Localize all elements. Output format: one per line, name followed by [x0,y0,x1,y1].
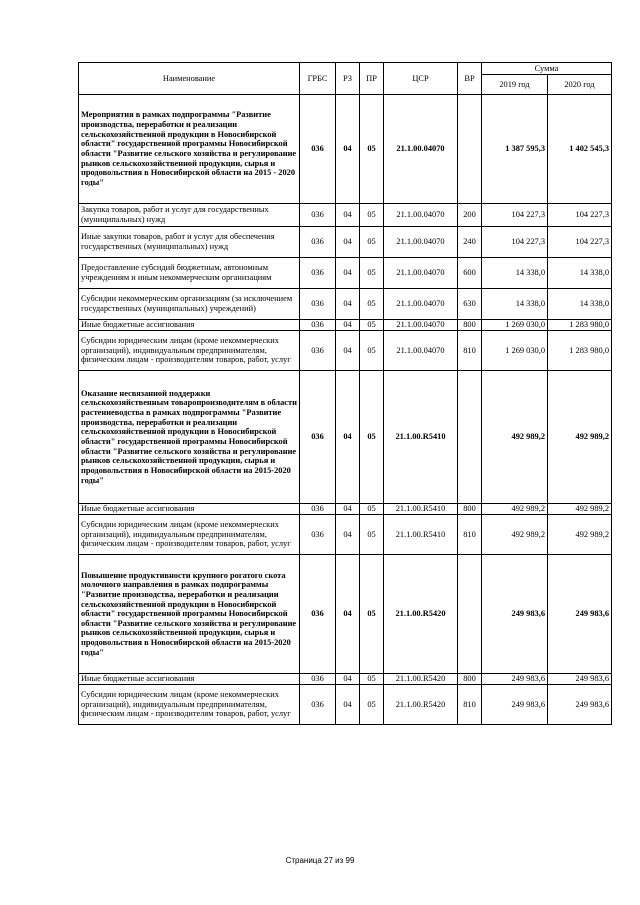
table-row [79,331,612,371]
cell-sum-2020: 104 227,3 [548,227,612,258]
cell-rz: 04 [336,95,360,204]
cell-grbs: 036 [300,331,336,371]
cell-csr: 21.1.00.04070 [384,331,458,371]
cell-sum-2020: 492 989,2 [548,515,612,555]
header-pr: ПР [360,63,384,95]
cell-name: Иные бюджетные ассигнования [79,674,300,685]
cell-grbs: 036 [300,555,336,674]
cell-csr: 21.1.00.04070 [384,258,458,289]
cell-pr: 05 [360,289,384,320]
cell-rz: 04 [336,371,360,504]
header-name: Наименование [79,63,300,95]
cell-csr: 21.1.00.04070 [384,95,458,204]
cell-pr: 05 [360,504,384,515]
header-year-2020: 2020 год [548,75,612,95]
table-row [79,258,612,289]
cell-vr: 600 [458,258,482,289]
cell-pr: 05 [360,204,384,227]
cell-sum-2020: 14 338,0 [548,289,612,320]
cell-sum-2019: 492 989,2 [482,504,548,515]
cell-name: Субсидии юридическим лицам (кроме некоммерческих организаций), индивидуальным предпринимателям, физическим лицам - производителям товаров, работ, услуг [79,515,300,555]
cell-rz: 04 [336,674,360,685]
cell-sum-2020: 104 227,3 [548,204,612,227]
cell-csr: 21.1.00.R5420 [384,674,458,685]
header-year-2019: 2019 год [482,75,548,95]
cell-grbs: 036 [300,371,336,504]
cell-csr: 21.1.00.04070 [384,289,458,320]
cell-csr: 21.1.00.R5420 [384,555,458,674]
table-row [79,95,612,204]
cell-sum-2019: 492 989,2 [482,515,548,555]
cell-csr: 21.1.00.04070 [384,227,458,258]
cell-vr: 810 [458,331,482,371]
cell-csr: 21.1.00.04070 [384,204,458,227]
cell-vr [458,95,482,204]
cell-rz: 04 [336,320,360,331]
cell-rz: 04 [336,504,360,515]
cell-name: Повышение продуктивности крупного рогатого скота молочного направления в рамках подпрограммы "Развитие производства, переработки и реализации сельскохозяйственной продукции в Новосибирской области" государственной программы Новосибирской области "Развитие сельского хозяйства и регулирование рынков сельскохозяйственной продукции, сырья и продовольствия в Новосибирской области на 2015-2020 годы" [79,555,300,674]
cell-rz: 04 [336,331,360,371]
cell-grbs: 036 [300,289,336,320]
cell-pr: 05 [360,371,384,504]
table-row [79,674,612,685]
cell-sum-2020: 1 402 545,3 [548,95,612,204]
cell-sum-2019: 249 983,6 [482,685,548,725]
cell-name: Оказание несвязанной поддержки сельскохозяйственным товаропроизводителям в области растениеводства в рамках подпрограммы "Развитие производства, переработки и реализации сельскохозяйственной продукции в Новосибирской области" государственной программы Новосибирской области "Развитие сельского хозяйства и регулирование рынков сельскохозяйственной продукции, сырья и продовольствия в Новосибирской области на 2015-2020 годы" [79,371,300,504]
cell-csr: 21.1.00.R5410 [384,371,458,504]
budget-table [78,62,612,725]
table-row [79,371,612,504]
cell-pr: 05 [360,258,384,289]
cell-name: Иные бюджетные ассигнования [79,504,300,515]
cell-name: Субсидии некоммерческим организациям (за исключением государственных (муниципальных) учреждений) [79,289,300,320]
cell-sum-2019: 14 338,0 [482,258,548,289]
cell-pr: 05 [360,674,384,685]
cell-rz: 04 [336,289,360,320]
cell-grbs: 036 [300,504,336,515]
cell-sum-2019: 492 989,2 [482,371,548,504]
cell-pr: 05 [360,320,384,331]
cell-grbs: 036 [300,258,336,289]
cell-name: Субсидии юридическим лицам (кроме некоммерческих организаций), индивидуальным предпринимателям, физическим лицам - производителям товаров, работ, услуг [79,685,300,725]
cell-vr: 240 [458,227,482,258]
page-number: Страница 27 из 99 [285,856,355,865]
table-row [79,504,612,515]
cell-sum-2019: 104 227,3 [482,204,548,227]
cell-vr: 800 [458,674,482,685]
cell-sum-2019: 1 387 595,3 [482,95,548,204]
cell-sum-2020: 249 983,6 [548,555,612,674]
header-csr: ЦСР [384,63,458,95]
cell-sum-2020: 249 983,6 [548,685,612,725]
cell-vr [458,555,482,674]
cell-grbs: 036 [300,685,336,725]
cell-name: Мероприятия в рамках подпрограммы "Развитие производства, переработки и реализации сельскохозяйственной продукции в Новосибирской области" государственной программы Новосибирской области "Развитие сельского хозяйства и регулирование рынков сельскохозяйственной продукции, сырья и продовольствия в Новосибирской области на 2015 - 2020 годы" [79,95,300,204]
cell-sum-2019: 104 227,3 [482,227,548,258]
cell-vr: 800 [458,504,482,515]
cell-pr: 05 [360,685,384,725]
cell-sum-2020: 249 983,6 [548,674,612,685]
header-vr: ВР [458,63,482,95]
table-row [79,515,612,555]
cell-pr: 05 [360,95,384,204]
cell-name: Иные закупки товаров, работ и услуг для обеспечения государственных (муниципальных) нужд [79,227,300,258]
table-body [79,95,612,725]
cell-grbs: 036 [300,515,336,555]
table-row [79,320,612,331]
cell-sum-2019: 1 269 030,0 [482,331,548,371]
cell-name: Предоставление субсидий бюджетным, автономным учреждениям и иным некоммерческим организациям [79,258,300,289]
table-row [79,227,612,258]
cell-sum-2019: 249 983,6 [482,555,548,674]
cell-vr: 630 [458,289,482,320]
cell-vr: 200 [458,204,482,227]
cell-grbs: 036 [300,227,336,258]
cell-pr: 05 [360,515,384,555]
cell-csr: 21.1.00.04070 [384,320,458,331]
table-row [79,685,612,725]
cell-pr: 05 [360,227,384,258]
table-row [79,204,612,227]
cell-name: Иные бюджетные ассигнования [79,320,300,331]
cell-pr: 05 [360,555,384,674]
cell-sum-2019: 249 983,6 [482,674,548,685]
cell-grbs: 036 [300,674,336,685]
cell-rz: 04 [336,258,360,289]
cell-csr: 21.1.00.R5410 [384,504,458,515]
cell-rz: 04 [336,515,360,555]
table-row [79,555,612,674]
cell-grbs: 036 [300,204,336,227]
header-sum: Сумма [482,63,612,75]
cell-rz: 04 [336,555,360,674]
header-grbs: ГРБС [300,63,336,95]
table-row [79,289,612,320]
cell-pr: 05 [360,331,384,371]
cell-sum-2020: 14 338,0 [548,258,612,289]
cell-grbs: 036 [300,320,336,331]
cell-name: Закупка товаров, работ и услуг для государственных (муниципальных) нужд [79,204,300,227]
cell-vr: 810 [458,685,482,725]
cell-csr: 21.1.00.R5420 [384,685,458,725]
cell-rz: 04 [336,685,360,725]
cell-name: Субсидии юридическим лицам (кроме некоммерческих организаций), индивидуальным предпринимателям, физическим лицам - производителям товаров, работ, услуг [79,331,300,371]
cell-csr: 21.1.00.R5410 [384,515,458,555]
cell-rz: 04 [336,227,360,258]
header-rz: РЗ [336,63,360,95]
cell-sum-2019: 1 269 030,0 [482,320,548,331]
cell-sum-2020: 1 283 980,0 [548,331,612,371]
cell-vr: 810 [458,515,482,555]
cell-rz: 04 [336,204,360,227]
cell-sum-2020: 1 283 980,0 [548,320,612,331]
cell-vr [458,371,482,504]
cell-vr: 800 [458,320,482,331]
cell-sum-2020: 492 989,2 [548,504,612,515]
cell-grbs: 036 [300,95,336,204]
cell-sum-2020: 492 989,2 [548,371,612,504]
cell-sum-2019: 14 338,0 [482,289,548,320]
